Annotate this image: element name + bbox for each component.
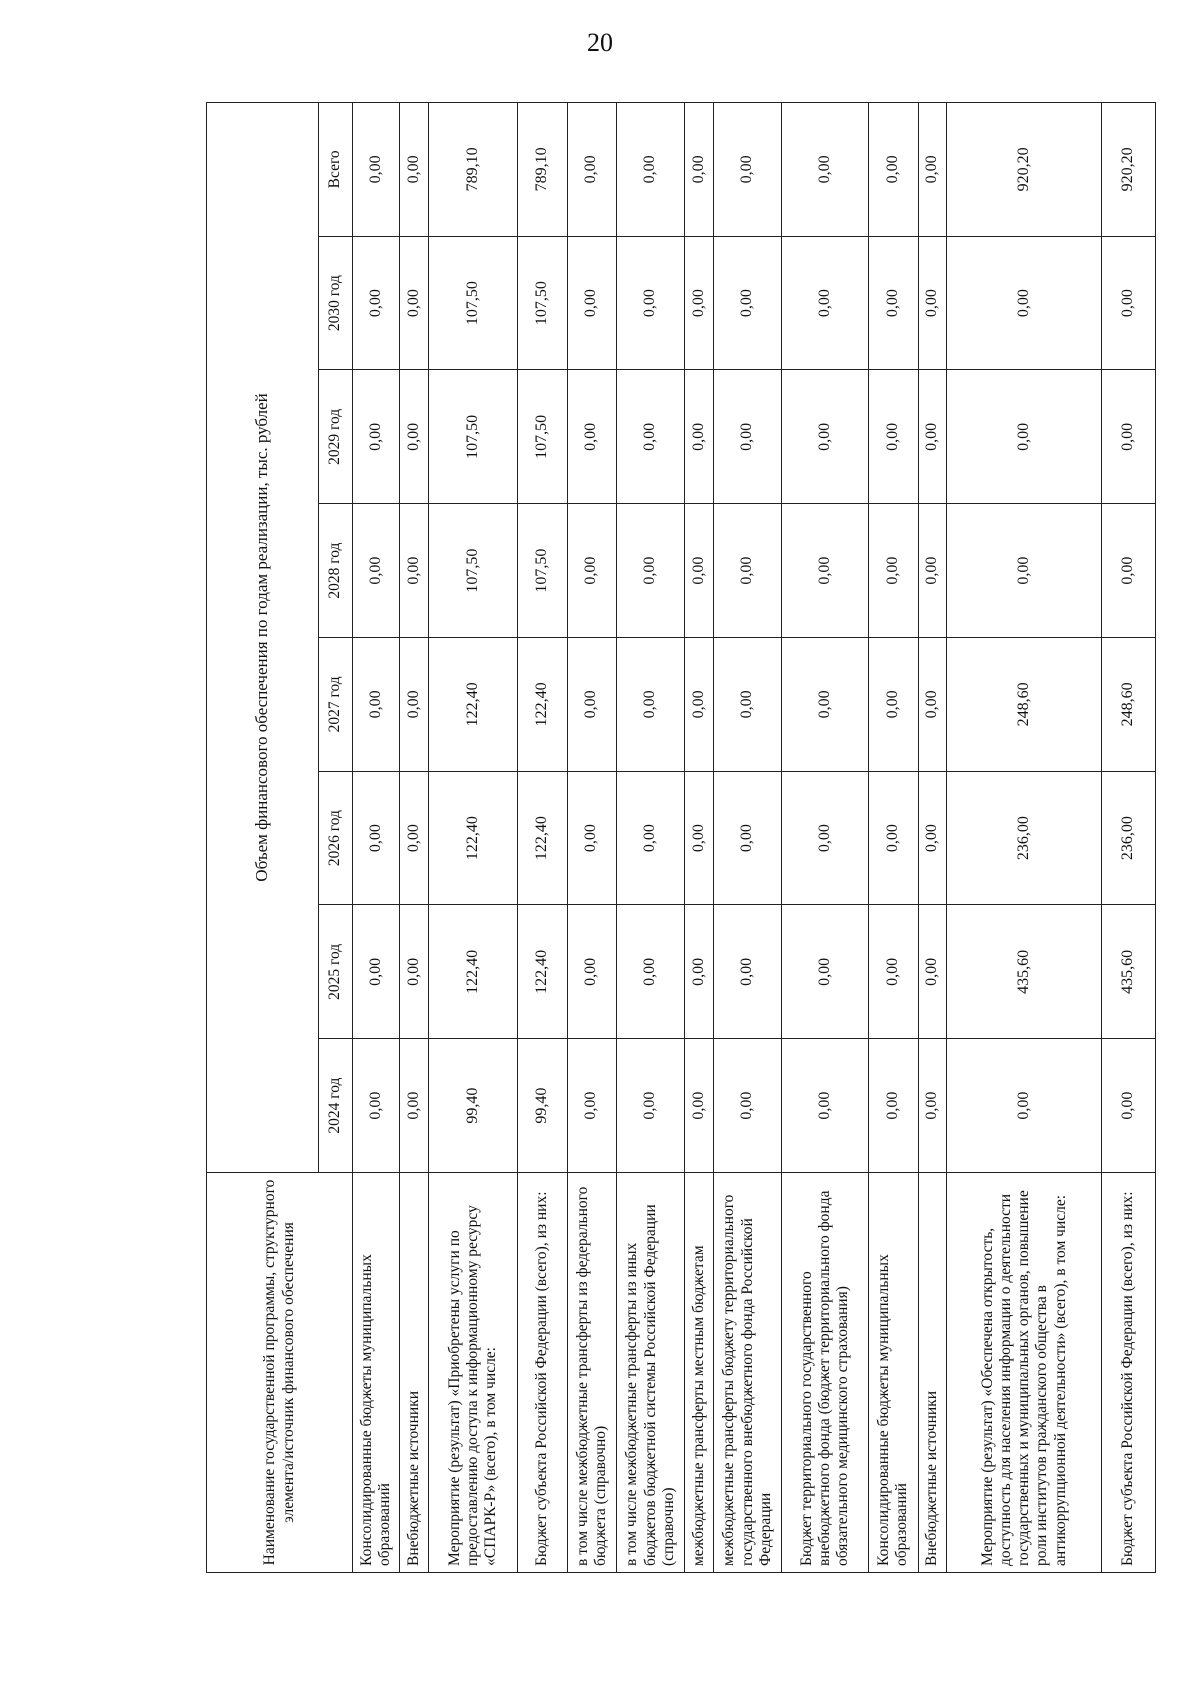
value-cell: 0,00 [868,236,918,370]
value-cell: 0,00 [353,905,400,1039]
value-cell: 0,00 [685,771,714,905]
table-row [518,102,568,1572]
value-cell: 0,00 [617,236,685,370]
value-cell: 435,60 [1102,905,1156,1039]
value-cell: 0,00 [1102,504,1156,638]
row-name-cell: Бюджет территориального государственного внебюджетного фонда (бюджет территориального фонда обязательного медицинского страхования) [782,1173,869,1573]
value-cell: 0,00 [918,905,947,1039]
value-cell: 0,00 [400,771,429,905]
value-cell: 0,00 [918,1039,947,1173]
value-cell: 0,00 [567,504,617,638]
value-cell: 0,00 [567,1039,617,1173]
rotated-table-container [206,103,1156,1573]
value-cell: 0,00 [353,771,400,905]
value-cell: 0,00 [947,236,1102,370]
value-cell: 0,00 [714,504,782,638]
value-cell: 0,00 [685,905,714,1039]
value-cell: 0,00 [714,102,782,236]
value-cell: 0,00 [714,638,782,772]
value-cell: 0,00 [714,236,782,370]
value-cell: 0,00 [617,1039,685,1173]
row-name-cell: Внебюджетные источники [400,1173,429,1573]
value-cell: 0,00 [353,504,400,638]
financing-table [206,102,1156,1573]
column-header-2024: 2024 год [319,1039,353,1173]
value-cell: 0,00 [400,1039,429,1173]
column-header-2026: 2026 год [319,771,353,905]
value-cell: 0,00 [782,638,869,772]
table-row [400,102,429,1572]
value-cell: 0,00 [782,504,869,638]
value-cell: 0,00 [685,504,714,638]
value-cell: 0,00 [685,102,714,236]
value-cell: 0,00 [868,370,918,504]
row-name-cell: Консолидированные бюджеты муниципальных образований [868,1173,918,1573]
value-cell: 0,00 [868,504,918,638]
value-cell: 0,00 [947,1039,1102,1173]
name-column-header: Наименование государственной программы, структурного элемента/источник финансового обеспечения [207,1173,353,1573]
value-cell: 0,00 [868,1039,918,1173]
value-cell: 0,00 [685,370,714,504]
value-cell: 99,40 [429,1039,518,1173]
value-cell: 122,40 [518,905,568,1039]
value-cell: 0,00 [714,1039,782,1173]
value-cell: 920,20 [1102,102,1156,236]
value-cell: 0,00 [400,102,429,236]
value-cell: 0,00 [617,905,685,1039]
value-cell: 0,00 [400,638,429,772]
value-cell: 789,10 [429,102,518,236]
value-cell: 0,00 [868,905,918,1039]
value-cell: 248,60 [947,638,1102,772]
value-cell: 0,00 [400,504,429,638]
value-cell: 0,00 [1102,1039,1156,1173]
value-cell: 0,00 [714,905,782,1039]
column-header-2029: 2029 год [319,370,353,504]
value-cell: 122,40 [518,771,568,905]
value-cell: 0,00 [617,102,685,236]
table-head [207,102,353,1572]
row-name-cell: Внебюджетные источники [918,1173,947,1573]
value-cell: 0,00 [353,638,400,772]
row-name-cell: Бюджет субъекта Российской Федерации (всего), из них: [518,1173,568,1573]
column-header-2028: 2028 год [319,504,353,638]
value-cell: 0,00 [918,236,947,370]
value-cell: 0,00 [868,102,918,236]
value-cell: 0,00 [617,504,685,638]
table-row [429,102,518,1572]
value-cell: 0,00 [353,1039,400,1173]
value-cell: 122,40 [429,771,518,905]
table-row [782,102,869,1572]
value-cell: 0,00 [685,236,714,370]
row-name-cell: Мероприятие (результат) «Обеспечена открытость, доступность для населения информации о деятельности государственных и муниципальных органов, повышение роли институтов гражданского общества в антикоррупционной деятельности» (всего), в том числе: [947,1173,1102,1573]
value-cell: 107,50 [429,370,518,504]
page-number: 20 [587,28,613,57]
column-header-2027: 2027 год [319,638,353,772]
table-body [353,102,1156,1572]
column-header-2025: 2025 год [319,905,353,1039]
value-cell: 107,50 [429,504,518,638]
value-cell: 0,00 [567,638,617,772]
value-cell: 0,00 [353,102,400,236]
row-name-cell: Мероприятие (результат) «Приобретены услуги по предоставлению доступа к информационному ресурсу «СПАРК-Р» (всего), в том числе: [429,1173,518,1573]
row-name-cell: Консолидированные бюджеты муниципальных образований [353,1173,400,1573]
value-cell: 99,40 [518,1039,568,1173]
value-cell: 0,00 [714,370,782,504]
financing-group-header: Объем финансового обеспечения по годам реализации, тыс. рублей [207,102,319,1172]
table-row [714,102,782,1572]
value-cell: 0,00 [782,905,869,1039]
value-cell: 0,00 [918,504,947,638]
value-cell: 0,00 [685,638,714,772]
table-row [1102,102,1156,1572]
table-row [685,102,714,1572]
value-cell: 0,00 [567,370,617,504]
value-cell: 107,50 [518,236,568,370]
value-cell: 122,40 [429,905,518,1039]
header-row-group [207,102,319,1572]
row-name-cell: межбюджетные трансферты бюджету территориального государственного внебюджетного фонда Российской Федерации [714,1173,782,1573]
value-cell: 236,00 [947,771,1102,905]
value-cell: 0,00 [918,102,947,236]
value-cell: 0,00 [782,102,869,236]
value-cell: 0,00 [868,638,918,772]
value-cell: 0,00 [918,638,947,772]
table-row [918,102,947,1572]
value-cell: 122,40 [429,638,518,772]
table-row [567,102,617,1572]
value-cell: 0,00 [918,370,947,504]
value-cell: 0,00 [782,771,869,905]
value-cell: 0,00 [567,102,617,236]
value-cell: 0,00 [617,771,685,905]
row-name-cell: Бюджет субъекта Российской Федерации (всего), из них: [1102,1173,1156,1573]
row-name-cell: в том числе межбюджетные трансферты из иных бюджетов бюджетной системы Российской Федерации (справочно) [617,1173,685,1573]
table-row [353,102,400,1572]
value-cell: 0,00 [782,236,869,370]
value-cell: 0,00 [353,370,400,504]
value-cell: 107,50 [518,370,568,504]
row-name-cell: в том числе межбюджетные трансферты из федерального бюджета (справочно) [567,1173,617,1573]
value-cell: 0,00 [714,771,782,905]
value-cell: 0,00 [567,905,617,1039]
value-cell: 0,00 [617,638,685,772]
value-cell: 236,00 [1102,771,1156,905]
value-cell: 0,00 [567,771,617,905]
table-row [947,102,1102,1572]
table-row [617,102,685,1572]
value-cell: 0,00 [868,771,918,905]
value-cell: 0,00 [400,905,429,1039]
value-cell: 789,10 [518,102,568,236]
value-cell: 0,00 [400,370,429,504]
column-header-2030: 2030 год [319,236,353,370]
value-cell: 0,00 [1102,370,1156,504]
value-cell: 248,60 [1102,638,1156,772]
value-cell: 107,50 [429,236,518,370]
value-cell: 0,00 [400,236,429,370]
value-cell: 107,50 [518,504,568,638]
column-header-total: Всего [319,102,353,236]
value-cell: 0,00 [918,771,947,905]
value-cell: 435,60 [947,905,1102,1039]
value-cell: 0,00 [1102,236,1156,370]
value-cell: 0,00 [947,504,1102,638]
value-cell: 0,00 [947,370,1102,504]
table-row [868,102,918,1572]
value-cell: 0,00 [353,236,400,370]
value-cell: 0,00 [685,1039,714,1173]
value-cell: 0,00 [782,1039,869,1173]
value-cell: 920,20 [947,102,1102,236]
value-cell: 0,00 [567,236,617,370]
value-cell: 0,00 [617,370,685,504]
row-name-cell: межбюджетные трансферты местным бюджетам [685,1173,714,1573]
value-cell: 122,40 [518,638,568,772]
value-cell: 0,00 [782,370,869,504]
